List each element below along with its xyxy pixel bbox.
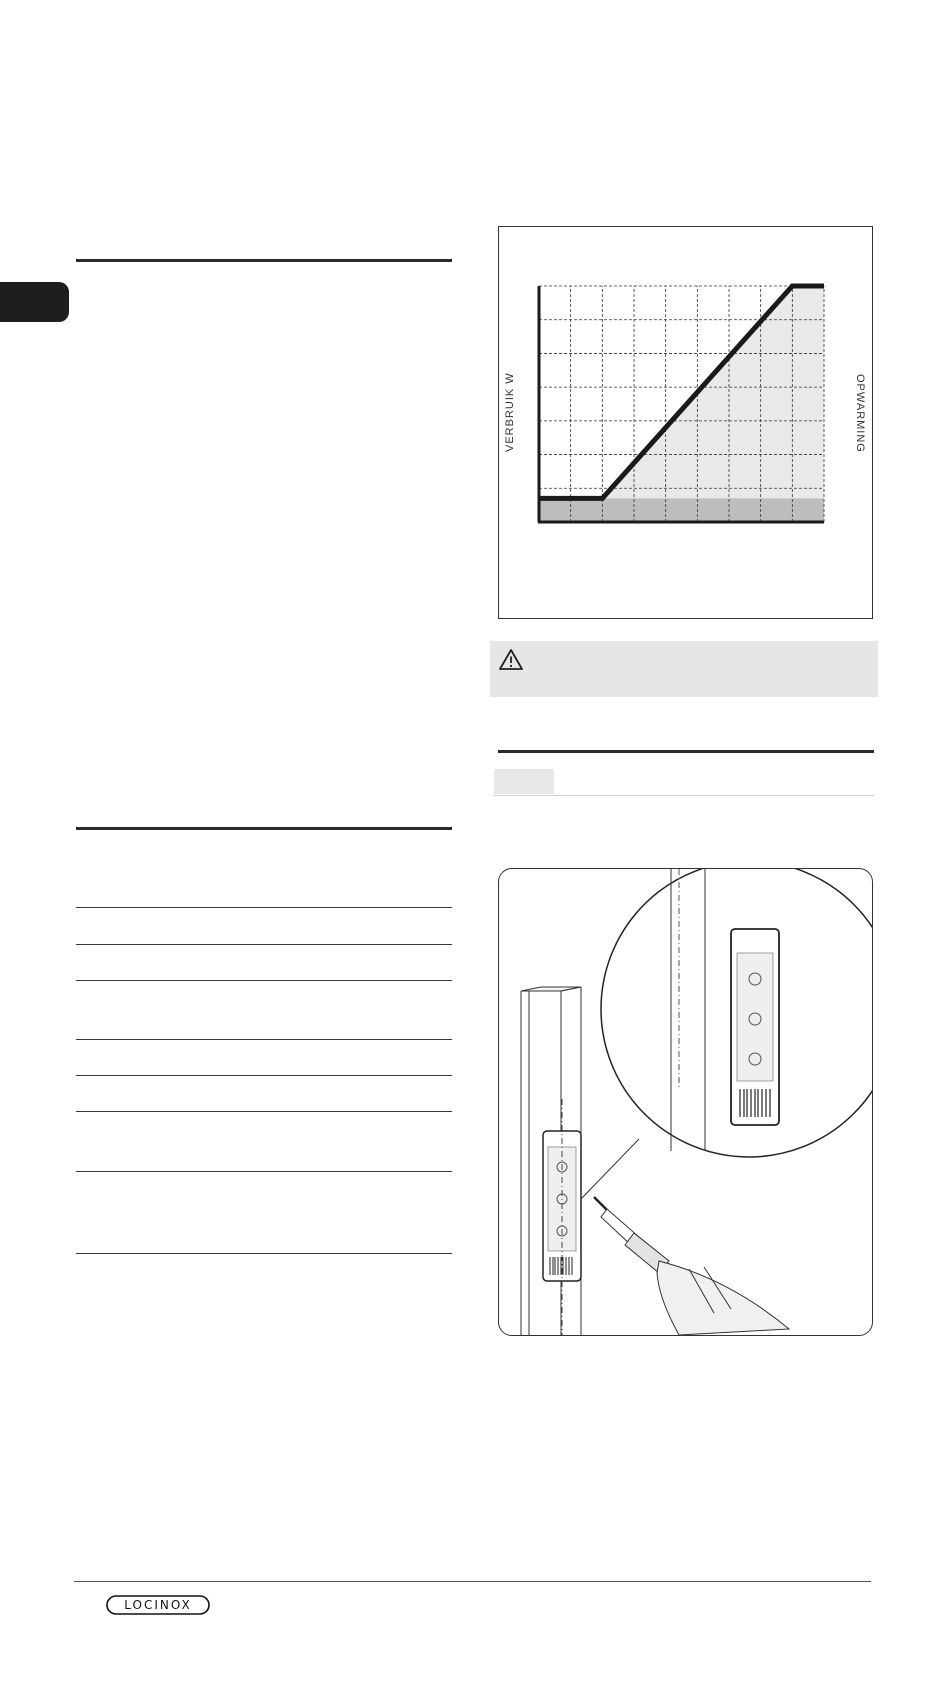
table-row-divider xyxy=(76,907,452,908)
warning-box xyxy=(490,641,878,697)
section-rule-top xyxy=(76,259,452,262)
table-row-divider xyxy=(76,1253,452,1254)
installation-illustration xyxy=(498,868,873,1336)
zoom-detail xyxy=(601,869,872,1157)
step-underline xyxy=(494,795,874,796)
warning-triangle-icon xyxy=(498,648,524,672)
consumption-chart xyxy=(498,226,873,619)
table-row-divider xyxy=(76,1075,452,1076)
table-row-divider xyxy=(76,1171,452,1172)
area-fill xyxy=(539,286,824,522)
footer-rule xyxy=(74,1581,871,1582)
chart-svg xyxy=(499,227,872,618)
chart-fill xyxy=(539,286,824,522)
y2-axis-label: OPWARMING xyxy=(854,374,866,453)
table-row-divider xyxy=(76,1039,452,1040)
step-label xyxy=(494,769,554,794)
zoom-connector xyxy=(581,1139,639,1199)
baseline-band xyxy=(539,498,824,522)
section-rule-table xyxy=(76,827,452,830)
chapter-tab xyxy=(0,282,69,322)
y-axis-label: VERBRUIK W xyxy=(504,372,516,452)
illustration-svg xyxy=(499,869,872,1335)
section-rule-right xyxy=(498,750,874,753)
table-row-divider xyxy=(76,944,452,945)
table-row-divider xyxy=(76,1111,452,1112)
logo-text: LOCINOX xyxy=(124,1598,192,1612)
table-row-divider xyxy=(76,980,452,981)
locinox-logo xyxy=(106,1595,210,1615)
drill-drawing xyxy=(594,1197,789,1335)
